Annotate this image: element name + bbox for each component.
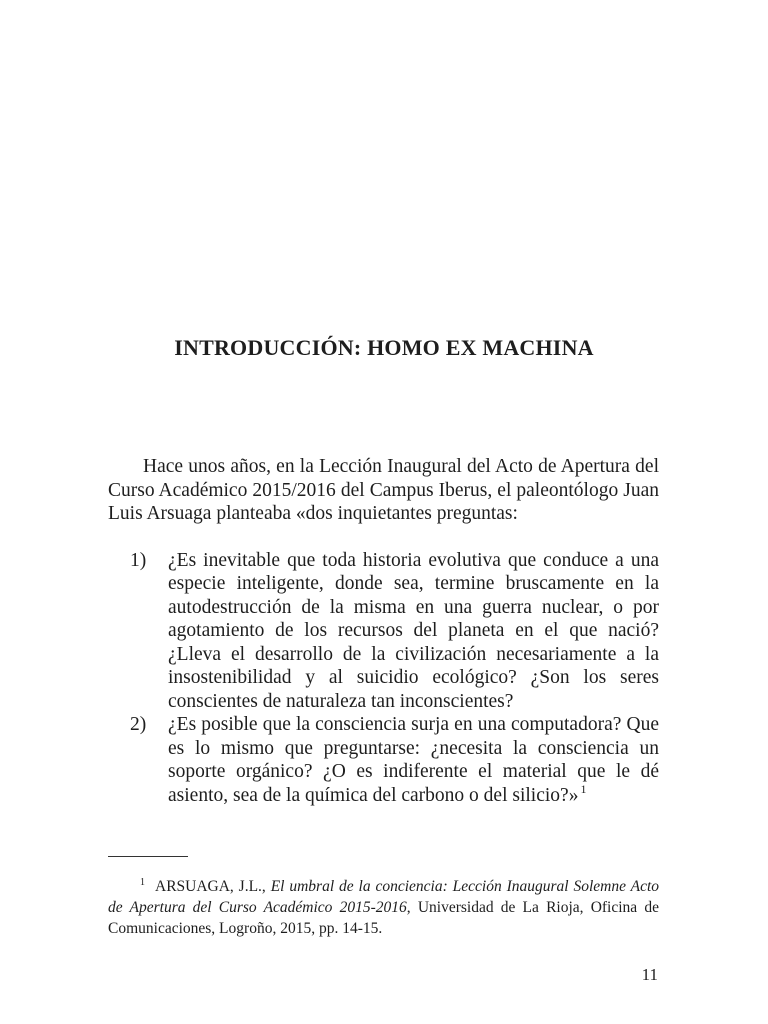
question-item-2 [108, 713, 659, 807]
footnote-author: ARSUAGA, J.L., [155, 878, 266, 895]
question-item-1 [108, 549, 659, 714]
footnote-publication: , Universidad de La Rioja, Oficina de Comunicaciones, Logroño, 2015, pp. 14-15. [108, 899, 659, 937]
footnote-work-title: El umbral de la conciencia: Lección Inaugural Solemne Acto de Apertura del Curso Académico 2015-2016 [108, 878, 659, 916]
chapter-title: INTRODUCCIÓN: HOMO EX MACHINA [174, 335, 594, 360]
footnote-mark: 1 [140, 876, 145, 888]
question-number: 2) [130, 714, 147, 735]
footnote-reference: 1 [580, 782, 587, 796]
footnote [108, 876, 659, 939]
question-list [108, 549, 659, 808]
body-text [108, 455, 659, 807]
footnote-divider [108, 856, 188, 857]
question-number: 1) [130, 549, 147, 571]
page-number: 11 [641, 965, 658, 984]
question-text: ¿Es inevitable que toda historia evolutiva que conduce a una especie inteligente, donde sea, termine bruscamente en la autodestrucción de la misma en una guerra nuclear, o por agotamiento de los recursos del planeta en el que nació? ¿Lleva el desarrollo de la civilización necesariamente a la insostenibilidad y al suicidio ecológico? ¿Son los seres conscientes de naturaleza tan inconscientes? [168, 549, 659, 712]
intro-paragraph: Hace unos años, en la Lección Inaugural del Acto de Apertura del Curso Académico 2015/2016 del Campus Iberus, el paleontólogo Juan Luis Arsuaga planteaba «dos inquietantes preguntas: [108, 456, 659, 524]
question-text: ¿Es posible que la consciencia surja en una computadora? Que es lo mismo que preguntarse: ¿necesita la consciencia un soporte orgánico? ¿O es indiferente el material que le dé asiento, sea de la química del carbono o del silicio?» [168, 714, 659, 806]
